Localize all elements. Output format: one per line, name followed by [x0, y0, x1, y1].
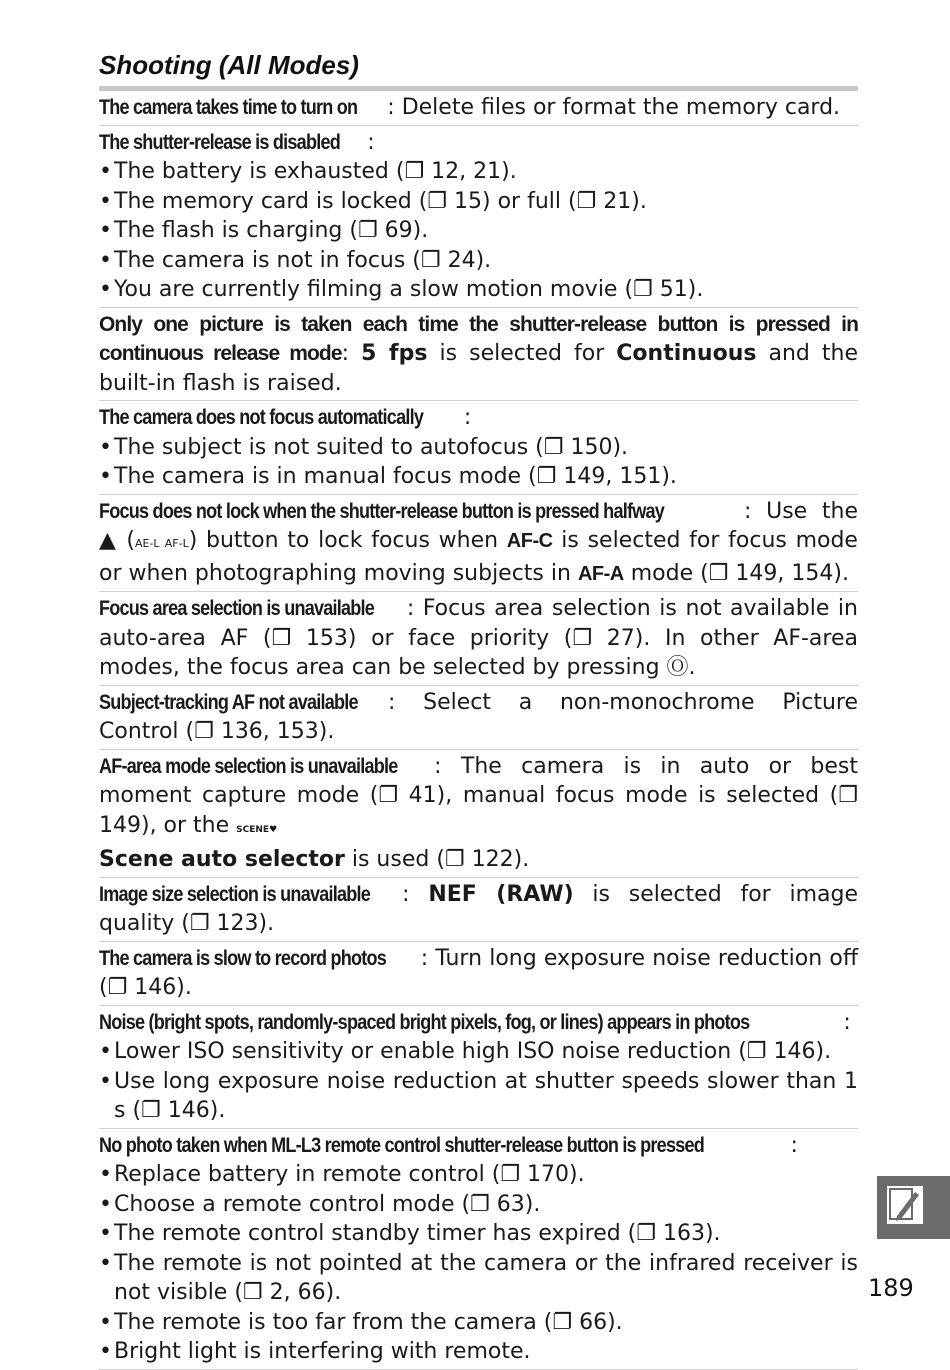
entry-body: : Delete files or format the memory card. — [387, 95, 841, 120]
list-item: • The camera is in manual focus mode (❐ 149, 151). — [99, 462, 858, 492]
manual-page — [99, 48, 858, 1370]
entry-turn-on — [99, 91, 858, 126]
entry-heading: AF-area mode selection is unavailable — [99, 754, 398, 778]
troubleshooting-pencil-icon — [887, 1186, 923, 1224]
entry-one-picture: Only one picture is taken each time the shutter-release button is pressed in continuous release mode: 5 fps is selected for Continuous and the built-in flash is raised. — [99, 308, 858, 402]
list-item: • Lower ISO sensitivity or enable high ISO noise reduction (❐ 146). — [99, 1037, 858, 1067]
list-item: • The remote is not pointed at the camera or the infrared receiver is not visible (❐ 2, 66). — [99, 1249, 858, 1308]
ae-l-af-l-icon: AE-L AF-L — [134, 537, 189, 550]
list-item: • The battery is exhausted (❐ 12, 21). — [99, 157, 858, 187]
entry-af-area-mode: AF-area mode selection is unavailable : The camera is in auto or best moment capture mode (❐ 41), manual focus mode is selected (❐ 149), or the SCENE♥ Scene auto selector is used (❐ 122). — [99, 750, 858, 878]
entry-heading: Focus area selection is unavailable — [99, 597, 375, 620]
entry-heading: The camera does not focus automatically — [99, 406, 424, 429]
entry-no-autofocus: The camera does not focus automatically : • The subject is not suited to autofocus (❐ 150). • The camera is in manual focus mode (❐ 149, 151). — [99, 401, 858, 495]
list-item: • The remote control standby timer has expired (❐ 163). — [99, 1219, 858, 1249]
list-item: • The memory card is locked (❐ 15) or full (❐ 21). — [99, 187, 858, 217]
entry-subject-tracking: Subject-tracking AF not available : Select a non-monochrome Picture Control (❐ 136, 153). — [99, 686, 858, 750]
entry-heading: Only one picture is taken each time the shutter-release button is pressed in continuous release mode — [99, 312, 858, 365]
list-item: • You are currently filming a slow motion movie (❐ 51). — [99, 275, 858, 305]
page-number: 189 — [868, 1274, 914, 1302]
entry-focus-lock: Focus does not lock when the shutter-release button is pressed halfway : Use the ▲ (AE-L AF-L) button to lock focus when AF-C is selected for focus mode or when photographing moving subjects in AF-A mode (❐ 149, 154). — [99, 495, 858, 593]
entry-heading: The shutter-release is disabled — [99, 130, 340, 154]
entry-heading: Image size selection is unavailable — [99, 882, 371, 906]
list-item: • The flash is charging (❐ 69). — [99, 216, 858, 246]
section-tab-marker — [877, 1176, 950, 1239]
entry-shutter-disabled: The shutter-release is disabled : • The battery is exhausted (❐ 12, 21). • The memory card is locked (❐ 15) or full (❐ 21). • The flash is charging (❐ 69). • The camera is not in focus (❐ 24). • You are currently filming a slow motion movie (❐ 51). — [99, 126, 858, 308]
entry-image-size: Image size selection is unavailable : NEF (RAW) is selected for image quality (❐ 123). — [99, 878, 858, 942]
list-item: • The camera is not in focus (❐ 24). — [99, 246, 858, 276]
entry-heading: Focus does not lock when the shutter-release button is pressed halfway — [99, 499, 665, 523]
entry-noise: Noise (bright spots, randomly-spaced bright pixels, fog, or lines) appears in photos : • Lower ISO sensitivity or enable high ISO noise reduction (❐ 146). • Use long exposure noise reduction at shutter speeds slower than 1 s (❐ 146). — [99, 1006, 858, 1129]
section-title: Shooting (All Modes) — [99, 50, 359, 80]
list-item: • Bright light is interfering with remote. — [99, 1337, 858, 1367]
entry-heading: Subject-tracking AF not available — [99, 690, 358, 714]
entry-heading: Noise (bright spots, randomly-spaced bright pixels, fog, or lines) appears in photos — [99, 1010, 750, 1034]
entry-slow-record: The camera is slow to record photos : Turn long exposure noise reduction off (❐ 146). — [99, 942, 858, 1006]
entry-heading: The camera takes time to turn on — [99, 96, 358, 119]
list-item: • The remote is too far from the camera (❐ 66). — [99, 1308, 858, 1338]
list-item: • Replace battery in remote control (❐ 170). — [99, 1160, 858, 1190]
entry-focus-area: Focus area selection is unavailable : Focus area selection is not available in auto-area AF (❐ 153) or face priority (❐ 27). In other AF-area modes, the focus area can be selected by pressing Ⓞ. — [99, 592, 858, 686]
scene-auto-selector-icon: SCENE♥ — [236, 824, 278, 835]
list-item: • The subject is not suited to autofocus (❐ 150). — [99, 433, 858, 463]
entry-heading: The camera is slow to record photos — [99, 946, 387, 970]
list-item: • Choose a remote control mode (❐ 63). — [99, 1190, 858, 1220]
list-item: • Use long exposure noise reduction at shutter speeds slower than 1 s (❐ 146). — [99, 1067, 858, 1126]
entry-remote: No photo taken when ML-L3 remote control shutter-release button is pressed : • Replace battery in remote control (❐ 170). • Choose a remote control mode (❐ 63). • The remote control standby timer has expired (❐ 163). • The remote is not pointed at the camera or the infrared receiver is not visible (❐ 2, 66). • The remote is too far from the camera (❐ 66). • Bright light is interfering with remote. — [99, 1129, 858, 1370]
entry-heading: No photo taken when ML-L3 remote control shutter-release button is pressed — [99, 1133, 705, 1157]
